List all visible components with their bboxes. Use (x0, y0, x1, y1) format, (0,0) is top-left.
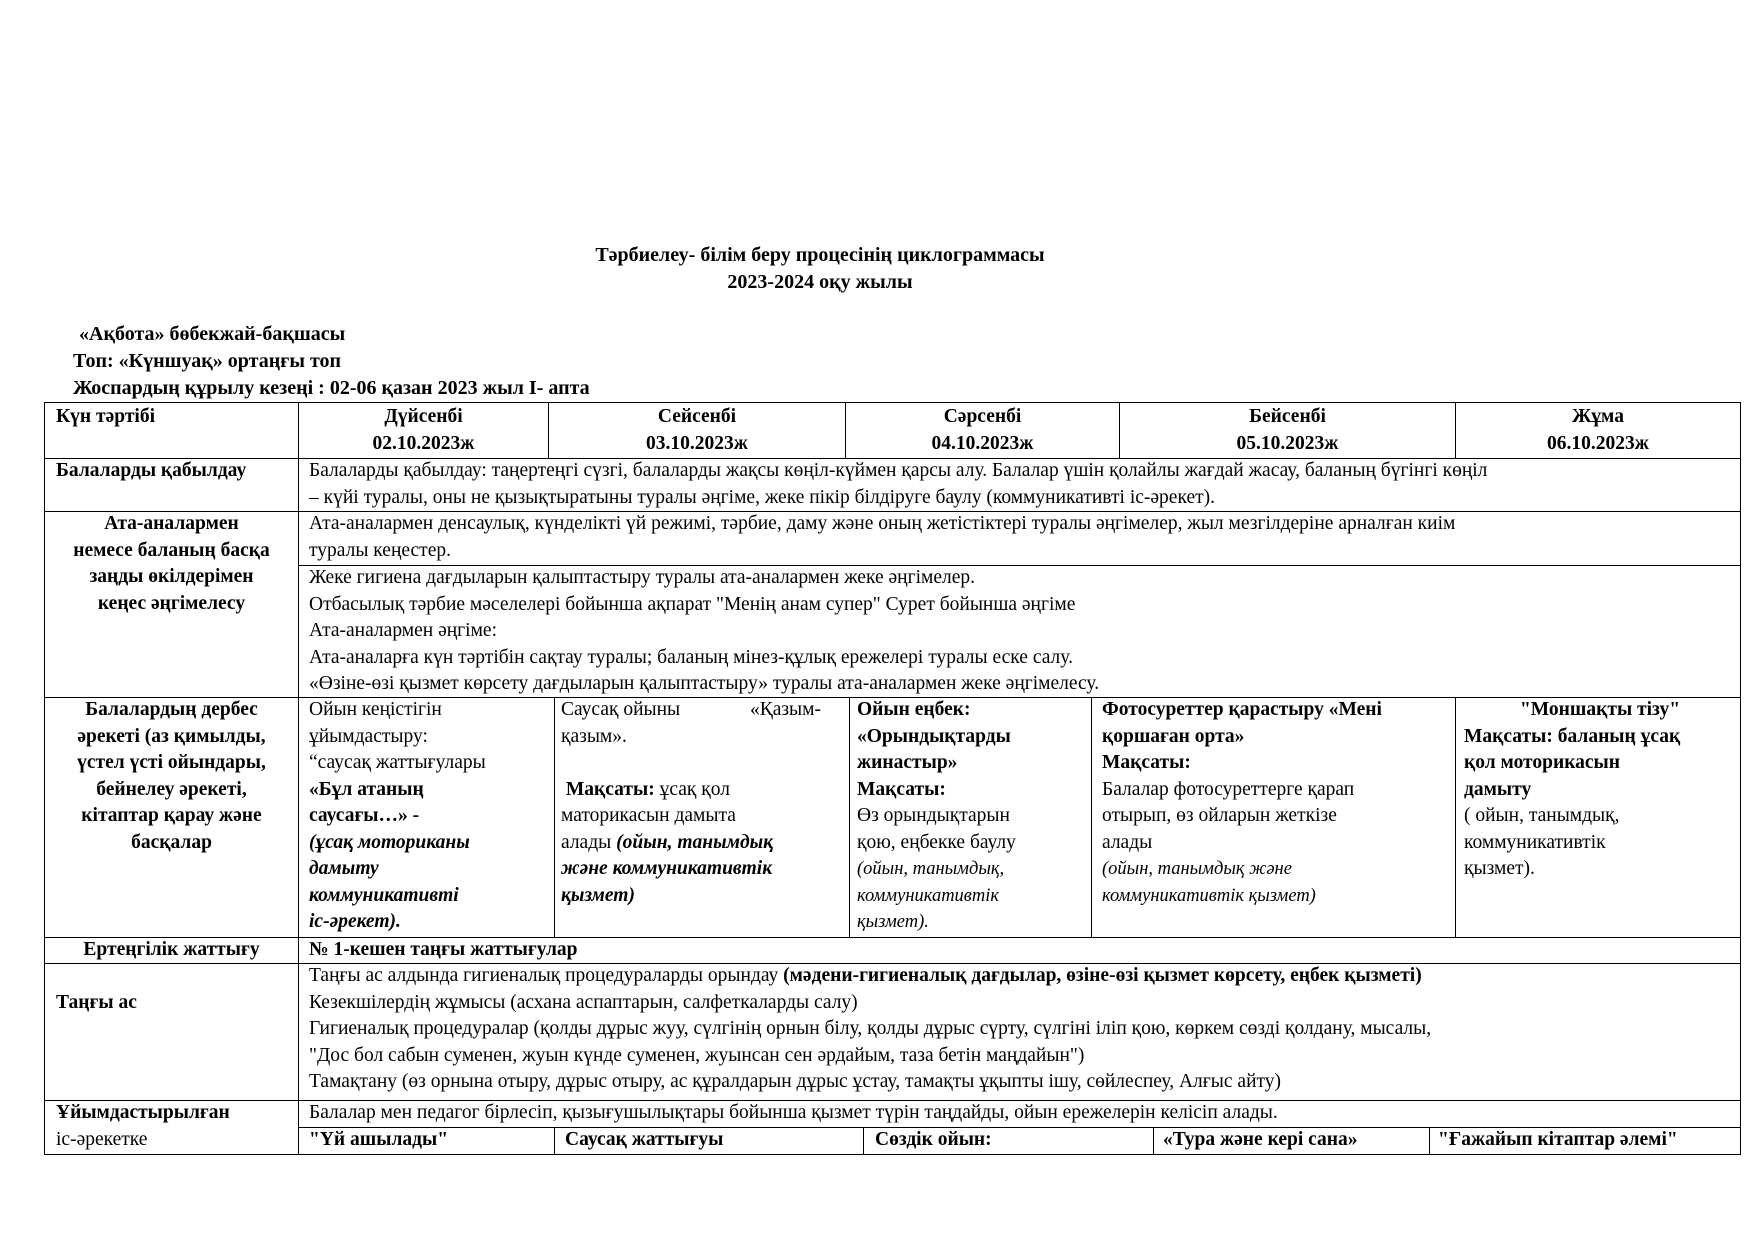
independent-fri (1464, 697, 1736, 883)
text-line: Ата-аналармен денсаулық, күнделікті үй режимі, тәрбие, даму және оның жетістіктері туралы әңгімелер, жыл мезгілдеріне арналған киім (309, 513, 1456, 534)
text-line: Жеке гигиена дағдыларын қалыптастыру туралы ата-аналармен жеке әңгімелер. (309, 567, 975, 588)
text-line: қызмет). (1464, 858, 1535, 879)
row-label-parents (45, 511, 298, 617)
text-line: Гигиеналық процедуралар (қолды дұрыс жуу, сүлгінің орнын білу, қолды дұрыс сүрту, сүлгіні іліп қою, көркем сөзді қолдану, мысалы, (309, 1018, 1432, 1039)
text-line (309, 963, 1431, 990)
text-line: «Бұл атаның (309, 778, 424, 800)
kindergarten-name: «Ақбота» бөбекжай-бақшасы (79, 323, 346, 345)
text-line: Өз орындықтарын (857, 805, 1010, 826)
header-day-mon (299, 404, 548, 457)
text-line: Ойын кеңістігін (309, 699, 442, 720)
text-line: Ата-аналарға күн тәртібін сақтау туралы; баланың мінез-құлық ережелері туралы еске салу. (309, 646, 1073, 668)
text-line: коммуникативті (309, 884, 459, 906)
day-date: 03.10.2023ж (646, 432, 748, 454)
text-line: отырып, өз ойларын жеткізе (1102, 805, 1337, 826)
text-part: (ойын, танымдық (616, 831, 774, 853)
header-day-thu (1120, 404, 1455, 457)
day-date: 06.10.2023ж (1547, 432, 1649, 454)
plan-period: Жоспардың құрылу кезеңі : 02-06 қазан 2023 жыл I- апта (73, 377, 590, 399)
row-label-independent (45, 697, 298, 856)
label-line: басқалар (131, 831, 212, 853)
organized-thu: «Тура және кері сана» (1163, 1129, 1358, 1150)
reception-text (309, 458, 1487, 511)
day-name: Бейсенбі (1249, 406, 1326, 427)
text-line: Фотосуреттер қарастыру «Мені (1102, 699, 1382, 720)
independent-thu (1102, 697, 1382, 909)
text-line: «Орындықтарды (857, 725, 1011, 747)
goal-label: Мақсаты: (565, 778, 655, 800)
day-date: 04.10.2023ж (931, 432, 1034, 454)
goal-line (561, 777, 821, 804)
day-date: 05.10.2023ж (1236, 432, 1339, 454)
label-line: іс-әрекетке (56, 1128, 148, 1150)
text-line: қызмет). (857, 912, 929, 932)
parents-block-1 (309, 511, 1455, 564)
group-name: Топ: «Күншуақ» ортаңғы топ (73, 350, 342, 372)
text-line (561, 830, 821, 857)
text-line: "Моншақты тізу" (1519, 699, 1681, 720)
text-part: Таңғы ас алдында гигиеналық процедураларды орындау (309, 965, 784, 986)
text-line: (ойын, танымдық және (1102, 859, 1292, 879)
text-line: қол моторикасын (1464, 752, 1621, 773)
text-part: алады (561, 831, 617, 853)
text-line: «Өзіне-өзі қызмет көрсету дағдыларын қалыптастыру» туралы ата-аналармен жеке әңгімелесу. (309, 673, 1100, 694)
text-part: Саусақ ойыны (561, 699, 681, 720)
label-line: кітаптар қарау және (81, 805, 262, 826)
label-line: Балалардың дербес (85, 699, 258, 720)
label-line: үстел үсті ойындары, (77, 752, 266, 773)
text-line: (ойын, танымдық, (857, 859, 1005, 879)
organized-wed: Сөздік ойын: (875, 1129, 992, 1150)
day-name: Сәрсенбі (943, 406, 1022, 427)
organized-text: Балалар мен педагог бірлесіп, қызығушылықтары бойынша қызмет түрін таңдайды, ойын ережелерін келісіп алады. (309, 1102, 1278, 1123)
independent-tue (561, 697, 821, 909)
text-line: (ұсақ моториканы (309, 831, 470, 853)
text-line (561, 697, 821, 724)
text-line: дамыту (1464, 778, 1532, 800)
row-label-exercise: Ертеңгілік жаттығу (83, 939, 260, 960)
organized-tue: Саусақ жаттығуы (565, 1129, 724, 1150)
parents-block-2 (309, 565, 1099, 698)
independent-mon (309, 697, 486, 936)
header-schedule: Күн тәртібі (56, 406, 155, 427)
text-line: қызмет) (561, 884, 635, 906)
text-line: дамыту (309, 858, 379, 879)
independent-wed (857, 697, 1016, 936)
text-line: қою, еңбекке баулу (857, 831, 1016, 853)
label-line: немесе баланың басқа (73, 539, 270, 561)
text-line: Балалар фотосуреттерге қарап (1102, 778, 1355, 800)
text-line: туралы кеңестер. (309, 539, 451, 561)
day-name: Сейсенбі (657, 406, 737, 427)
header-day-tue (549, 404, 845, 457)
text-line: Мақсаты: (857, 778, 946, 800)
label-line: әрекеті (аз қимылды, (77, 725, 266, 747)
text-line: іс-әрекет). (309, 911, 401, 932)
text-line: және коммуникативтік (561, 858, 773, 879)
day-name: Жұма (1572, 406, 1624, 427)
text-line: Ойын еңбек: (857, 699, 971, 720)
blank-line (561, 750, 821, 777)
text-line: жинастыр» (857, 752, 958, 773)
text-line: алады (1102, 831, 1153, 853)
text-line: Мақсаты: баланың ұсақ (1464, 725, 1681, 747)
text-line: маторикасын дамыта (561, 805, 736, 826)
text-line: "Дос бол сабын суменен, жуын күнде суменен, жуынсан сен әрдайым, таза бетін маңдайын") (309, 1044, 1085, 1066)
goal-text: ұсақ қол (654, 778, 730, 800)
row-label-reception: Балаларды қабылдау (56, 460, 247, 481)
exercise-text: № 1-кешен таңғы жаттығулар (309, 939, 578, 960)
text-line: Отбасылық тәрбие мәселелері бойынша ақпарат "Менің анам супер" Сурет бойынша әңгіме (309, 593, 1076, 615)
document-title: Тәрбиелеу- білім беру процесінің циклограммасы (595, 244, 1045, 266)
text-part: (мәдени-гигиеналық дағдылар, өзіне-өзі қызмет көрсету, еңбек қызметі) (783, 965, 1422, 986)
text-line: ұйымдастыру: (309, 725, 428, 747)
breakfast-text (309, 963, 1431, 1096)
text-line: Мақсаты: (1102, 752, 1191, 773)
text-line: Кезекшілердің жұмысы (асхана аспаптарын, салфеткаларды салу) (309, 991, 858, 1013)
text-line: Ата-аналармен әңгіме: (309, 620, 498, 641)
day-date: 02.10.2023ж (372, 432, 475, 454)
header-day-fri (1456, 404, 1740, 457)
text-line: саусағы…» - (309, 805, 420, 826)
text-line: ( ойын, танымдық, (1464, 805, 1620, 826)
organized-fri: "Ғажайып кітаптар әлемі" (1438, 1129, 1678, 1150)
label-line: Ата-аналармен (104, 513, 239, 534)
text-line: Тамақтану (өз орнына отыру, дұрыс отыру, ас құралдарын дұрыс ұстау, тамақты ұқыпты ішу, сөйлеспеу, Алғыс айту) (309, 1071, 1282, 1092)
text-part: «Қазым- (749, 699, 821, 720)
academic-year: 2023-2024 оқу жылы (727, 271, 913, 293)
label-line: Ұйымдастырылған (56, 1102, 230, 1123)
label-line: бейнелеу әрекеті, (96, 778, 247, 800)
row-label-breakfast: Таңғы ас (56, 992, 137, 1013)
text-line: коммуникативтік қызмет) (1102, 885, 1316, 906)
text-line: коммуникативтік (1464, 831, 1606, 853)
row-label-organized (56, 1100, 230, 1153)
header-day-wed (846, 404, 1119, 457)
text-line: “саусақ жаттығулары (309, 752, 486, 773)
label-line: кеңес әңгімелесу (97, 592, 246, 614)
day-name: Дүйсенбі (384, 406, 463, 427)
text-line: – күйі туралы, оны не қызықтыратыны туралы әңгіме, жеке пікір білдіруге баулу (коммуникативті іс-әрекет). (309, 486, 1215, 508)
text-line: Балаларды қабылдау: таңертеңгі сүзгі, балаларды жақсы көңіл-күймен қарсы алу. Балалар үшін қолайлы жағдай жасау, баланың бүгінгі көңіл (309, 460, 1488, 481)
label-line: заңды өкілдерімен (89, 566, 254, 587)
text-line: қоршаған орта» (1102, 725, 1245, 747)
text-line: қазым». (561, 725, 627, 747)
text-line: коммуникативтік (857, 885, 999, 906)
organized-mon: "Үй ашылады" (309, 1129, 449, 1150)
